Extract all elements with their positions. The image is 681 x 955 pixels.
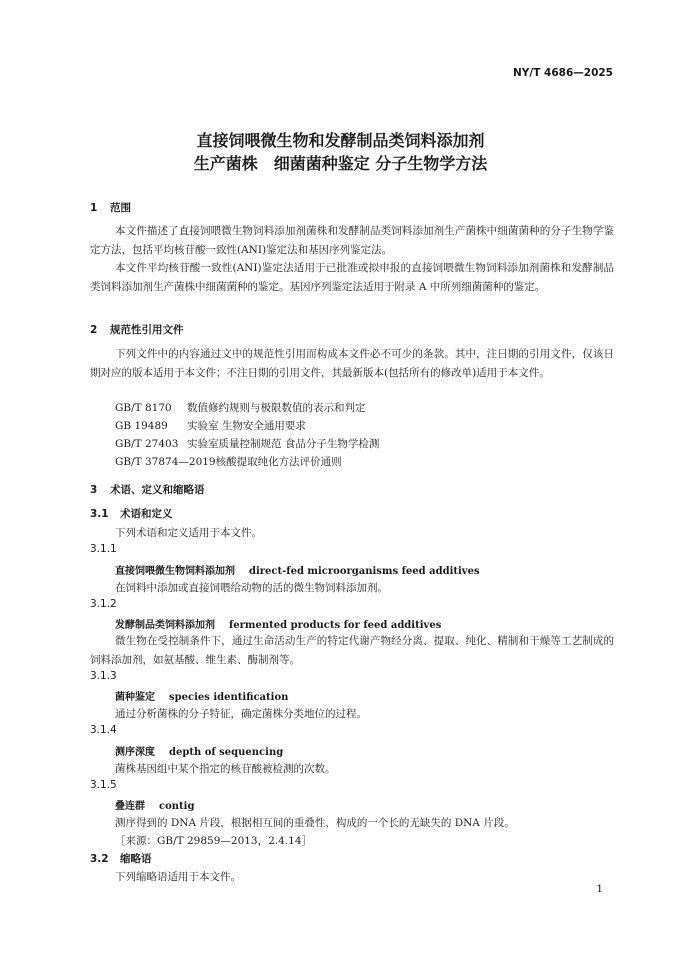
reference-code: GB/T 27403 (115, 438, 179, 450)
term-definition: 测序得到的 DNA 片段，根据相互间的重叠性，构成的一个长的无缺失的 DNA 片段。 (115, 817, 515, 829)
document-title-line-1: 直接饲喂微生物和发酵制品类饲料添加剂 (196, 131, 485, 150)
term-entry (115, 688, 288, 703)
term-definition: 通过分析菌株的分子特征，确定菌株分类地位的过程。 (115, 708, 367, 720)
scope-paragraph-1: 本文件描述了直接饲喂微生物饲料添加剂菌株和发酵制品类饲料添加剂生产菌株中细菌菌种的分子生物学鉴定方法，包括平均核苷酸一致性(ANI)鉴定法和基因序列鉴定法。 (90, 225, 614, 256)
term-number: 3.1.4 (90, 724, 117, 736)
term-entry (115, 562, 480, 577)
term-chinese: 直接饲喂微生物饲料添加剂 (115, 566, 235, 577)
reference-code: GB/T 37874—2019 (115, 456, 216, 468)
abbreviations-intro: 下列缩略语适用于本文件。 (115, 871, 241, 883)
reference-item (115, 400, 366, 415)
term-english: contig (159, 801, 195, 812)
reference-title: 核酸提取纯化方法评价通则 (215, 456, 342, 468)
document-title-line-2: 生产菌株 细菌菌种鉴定 分子生物学方法 (193, 154, 488, 173)
subsection-number: 3.1 (90, 508, 109, 520)
section-title: 范围 (110, 202, 131, 214)
subsection-3-2-heading (90, 851, 152, 866)
standard-number: NY/T 4686—2025 (513, 67, 613, 79)
section-number: 2 (90, 324, 98, 336)
reference-title: 数值修约规则与极限数值的表示和判定 (187, 402, 366, 414)
scope-paragraph-2: 本文件平均核苷酸一致性(ANI)鉴定法适用于已批准或拟申报的直接饲喂微生物饲料添加剂菌株和发酵制品类饲料添加剂生产菌株中细菌菌种的鉴定。基因序列鉴定法适用于附录 A 中所列细菌菌种的鉴定。 (90, 262, 614, 293)
term-entry (115, 616, 441, 631)
reference-title: 实验室质量控制规范 食品分子生物学检测 (187, 438, 380, 450)
term-source: ［来源：GB/T 29859—2013，2.4.14］ (115, 835, 313, 847)
section-number: 1 (90, 202, 98, 214)
term-english: direct-fed microorganisms feed additives (249, 566, 480, 577)
term-number: 3.1.1 (90, 543, 117, 555)
term-english: species identification (169, 692, 289, 703)
normative-references-paragraph: 下列文件中的内容通过文中的规范性引用而构成本文件必不可少的条款。其中，注日期的引用文件，仅该日期对应的版本适用于本文件；不注日期的引用文件，其最新版本(包括所有的修改单)适用于本文件。 (90, 348, 614, 379)
subsection-number: 3.2 (90, 853, 109, 865)
section-title: 术语、定义和缩略语 (110, 484, 205, 496)
reference-item (115, 418, 306, 433)
term-number: 3.1.2 (90, 598, 117, 610)
section-1-heading (90, 200, 131, 215)
section-number: 3 (90, 484, 98, 496)
subsection-title: 术语和定义 (120, 508, 173, 520)
reference-item (115, 436, 379, 451)
reference-item (115, 454, 342, 469)
term-number: 3.1.5 (90, 779, 117, 791)
term-definition: 微生物在受控制条件下，通过生命活动生产的特定代谢产物经分离、提取、纯化、精制和干燥等工艺制成的饲料添加剂，如氨基酸、维生素、酶制剂等。 (90, 635, 614, 666)
subsection-3-1-heading (90, 506, 173, 521)
section-2-heading (90, 322, 184, 337)
section-3-heading (90, 482, 205, 497)
terms-intro: 下列术语和定义适用于本文件。 (115, 527, 262, 539)
section-title: 规范性引用文件 (110, 324, 184, 336)
term-definition: 在饲料中添加或直接饲喂给动物的活的微生物饲料添加剂。 (115, 582, 388, 594)
term-number: 3.1.3 (90, 670, 117, 682)
term-chinese: 叠连群 (115, 801, 145, 812)
term-entry (115, 797, 194, 812)
page-number: 1 (596, 883, 603, 895)
term-chinese: 菌种鉴定 (115, 692, 155, 703)
subsection-title: 缩略语 (120, 853, 152, 865)
term-chinese: 发酵制品类饲料添加剂 (115, 620, 215, 631)
reference-title: 实验室 生物安全通用要求 (187, 420, 306, 432)
term-english: fermented products for feed additives (229, 620, 442, 631)
term-definition: 菌株基因组中某个指定的核苷酸被检测的次数。 (115, 763, 336, 775)
term-english: depth of sequencing (169, 747, 284, 758)
term-entry (115, 743, 283, 758)
reference-code: GB/T 8170 (115, 402, 172, 414)
reference-code: GB 19489 (115, 420, 168, 432)
term-chinese: 测序深度 (115, 747, 155, 758)
